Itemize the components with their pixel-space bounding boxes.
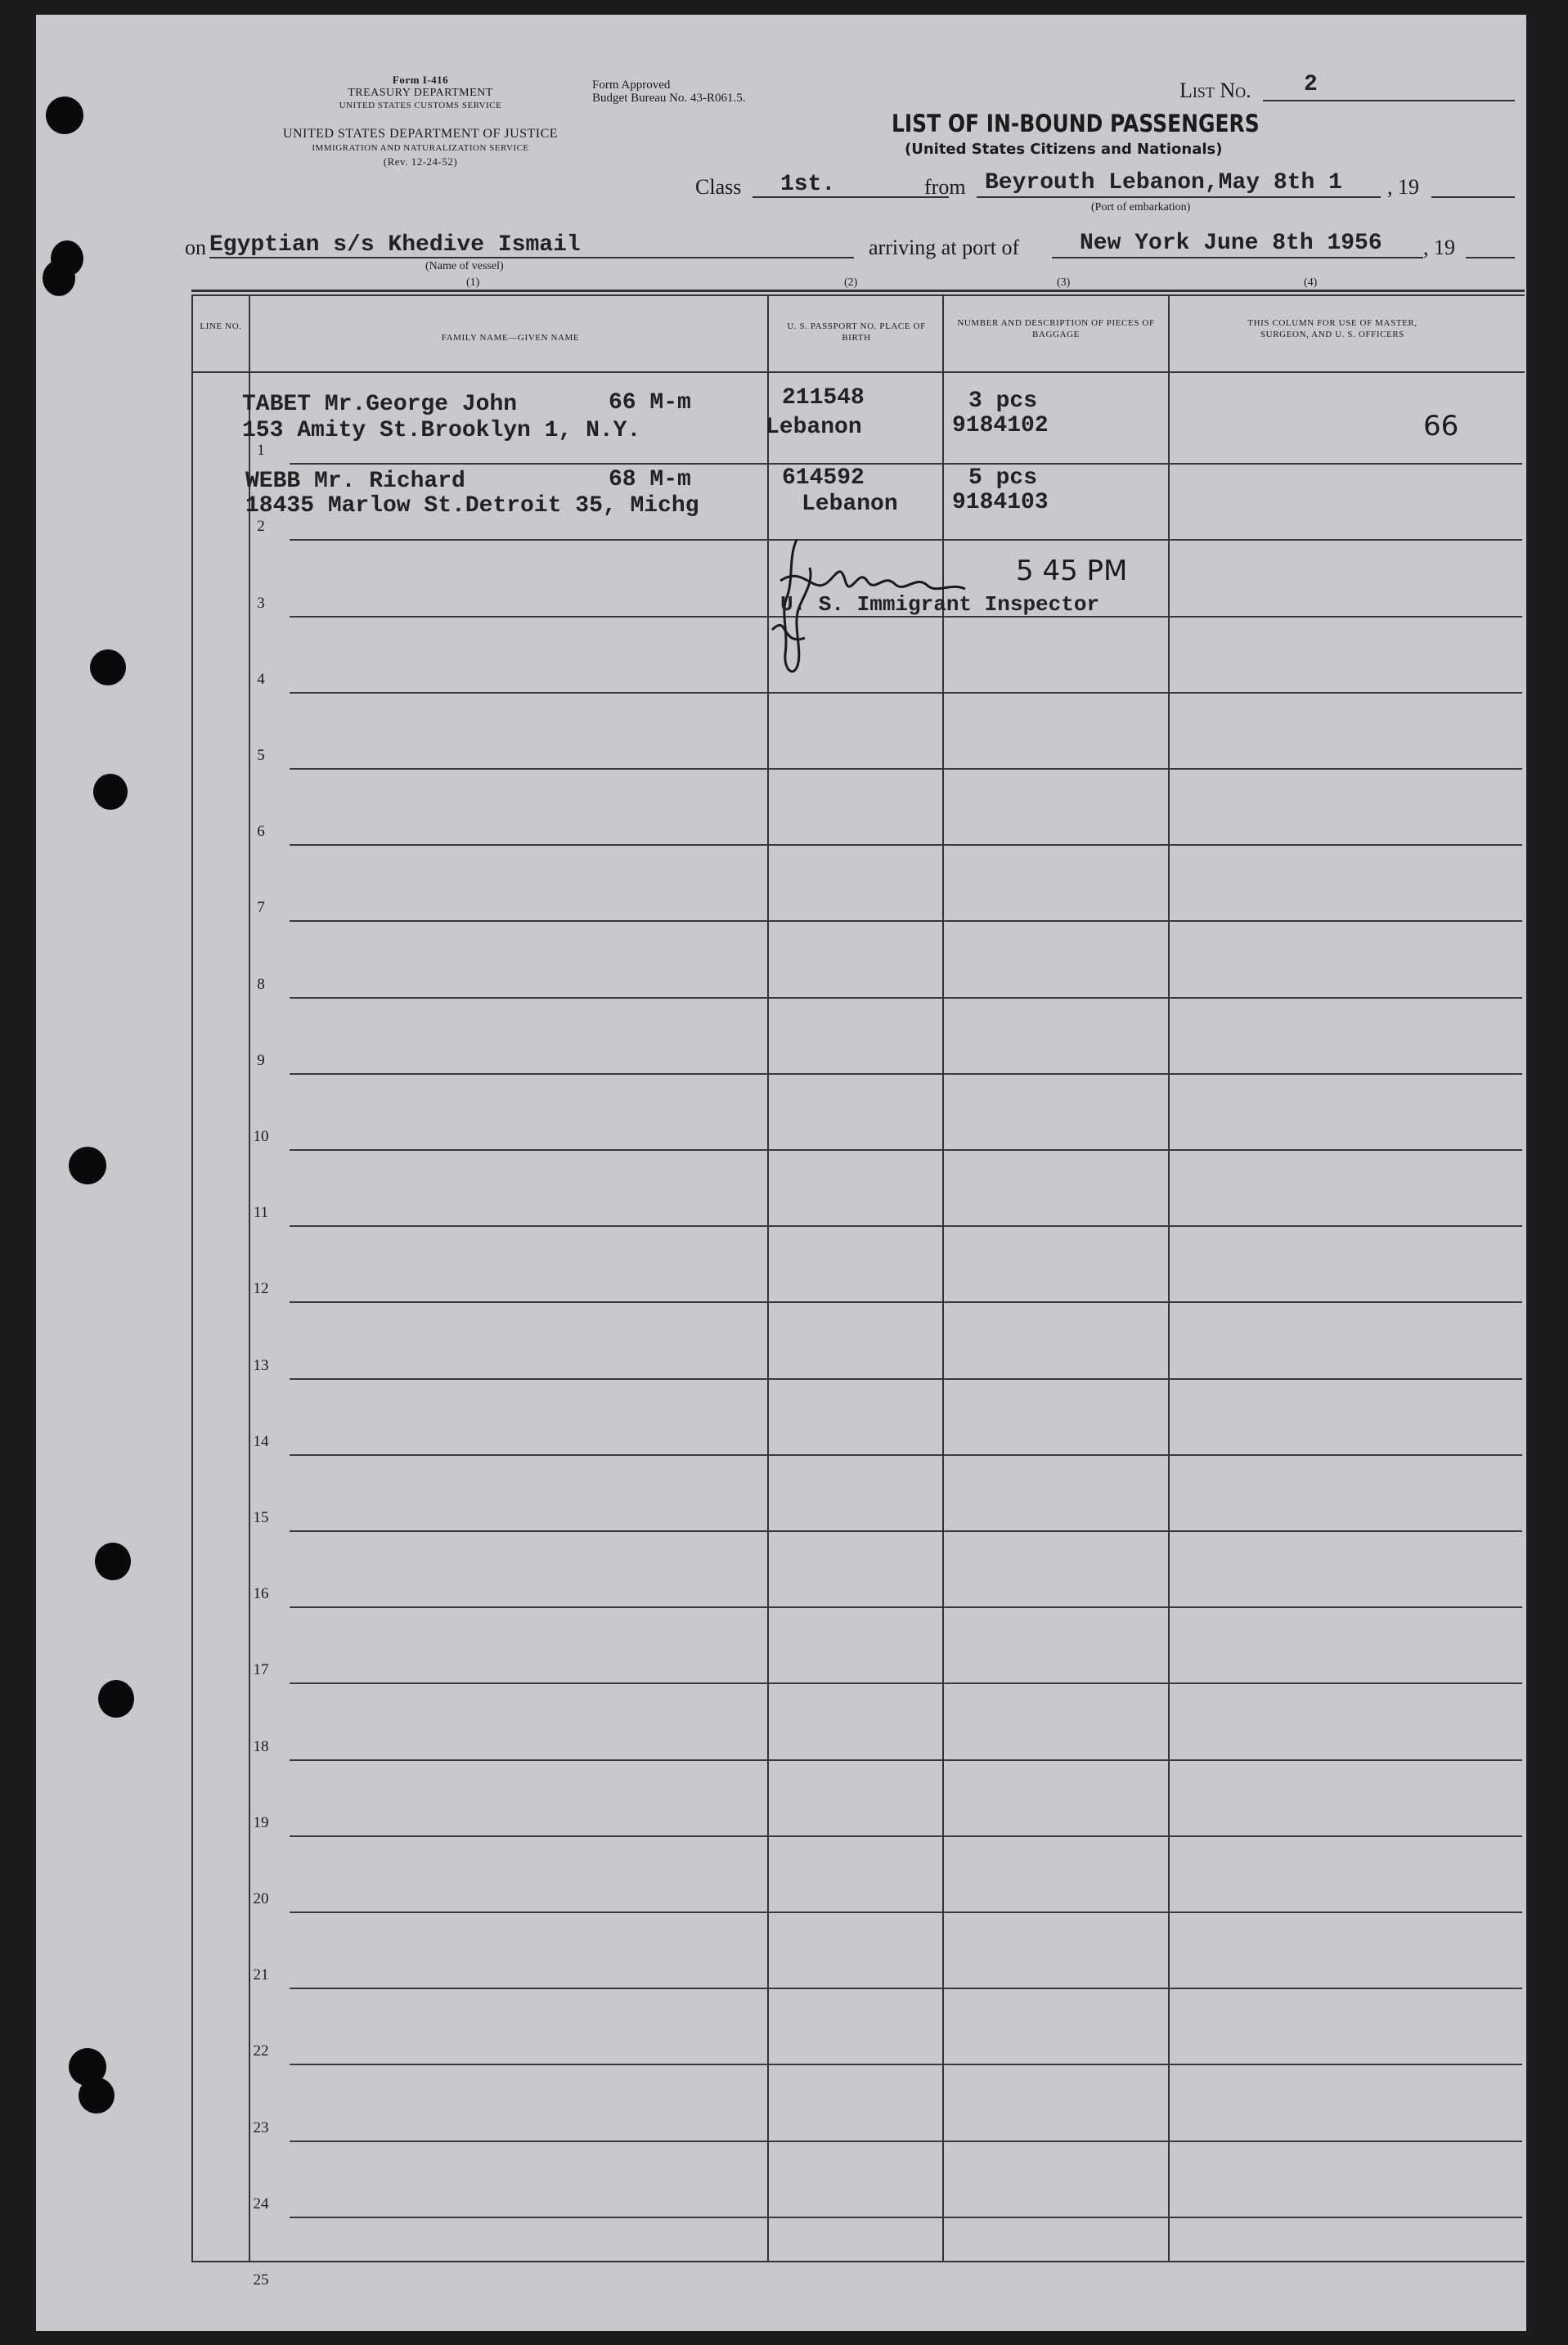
ruled-line [290,1606,1522,1608]
line-number: 3 [257,595,265,612]
line-number: 13 [253,1357,269,1374]
birthplace: Lebanon [802,492,898,517]
ruled-line [290,1530,1522,1532]
from-underline [977,196,1381,198]
ruled-line [290,997,1522,999]
header-passport: U. S. PASSPORT NO. PLACE OF BIRTH [787,321,926,343]
column-divider [191,294,193,2262]
baggage-pieces: 5 pcs [968,465,1038,491]
vessel-caption: (Name of vessel) [425,260,504,272]
line-number: 1 [257,442,265,459]
inspection-time: 5 45 PM [1016,555,1128,587]
punch-hole [46,97,83,134]
approved-label: Form Approved [592,79,671,92]
ruled-line [290,844,1522,846]
header-officers: THIS COLUMN FOR USE OF MASTER, SURGEON, AND U. S. OFFICERS [1247,318,1417,339]
line-number: 20 [253,1890,269,1907]
treasury-label: TREASURY DEPARTMENT [348,87,493,99]
line-number: 9 [257,1052,265,1069]
passenger-name: WEBB Mr. Richard [245,469,465,494]
ruled-line [290,1225,1522,1227]
passenger-age-sex: 66 M-m [609,390,691,416]
justice-label: UNITED STATES DEPARTMENT OF JUSTICE [282,127,559,141]
line-number: 19 [253,1814,269,1831]
ruled-line [290,2217,1522,2218]
arrival-underline [1052,257,1423,258]
line-number: 25 [253,2271,269,2289]
header-line-no: LINE NO. [200,321,242,331]
form-page [36,15,1526,2331]
punch-hole [93,774,128,810]
line-number: 21 [253,1966,269,1983]
line-number: 16 [253,1585,269,1602]
page-subtitle: (United States Citizens and Nationals) [905,141,1223,158]
ruled-line [290,2141,1522,2142]
line-number: 2 [257,518,265,535]
ruled-line [290,1301,1522,1303]
table-top-rule-2 [191,294,1525,296]
punch-hole [98,1680,134,1718]
customs-label: UNITED STATES CUSTOMS SERVICE [339,101,502,110]
arrival-year-label: , 19 [1423,236,1455,259]
ruled-line [290,1682,1522,1684]
baggage-number: 9184103 [952,490,1049,515]
from-value: Beyrouth Lebanon,May 8th 1 [985,170,1342,195]
ruled-line [290,1911,1522,1913]
revision-label: (Rev. 12-24-52) [383,155,458,168]
line-number: 17 [253,1661,269,1678]
passenger-address: 153 Amity St.Brooklyn 1, N.Y. [242,418,641,443]
ruled-line [290,768,1522,770]
column-marker: (1) [466,276,480,289]
list-no-value: 2 [1304,72,1318,97]
from-year-label: , 19 [1387,175,1419,199]
line-number: 11 [253,1204,269,1221]
vessel-value: Egyptian s/s Khedive Ismail [209,232,581,258]
baggage-pieces: 3 pcs [968,389,1038,414]
column-marker: (3) [1057,276,1071,289]
line-number: 6 [257,823,265,840]
class-value: 1st. [780,172,836,197]
ruled-line [290,1988,1522,1989]
arrival-value: New York June 8th 1956 [1080,231,1382,256]
ruled-line [290,1759,1522,1761]
column-marker: (4) [1304,276,1318,289]
header-bottom-rule [191,371,1525,373]
line-number: 15 [253,1509,269,1526]
header-baggage: NUMBER AND DESCRIPTION OF PIECES OF BAGGAGE [957,318,1155,339]
passenger-name: TABET Mr.George John [242,392,518,417]
line-number: 5 [257,747,265,764]
punch-hole [69,1147,106,1184]
arrival-year-underline [1466,257,1515,258]
ruled-line [290,463,1522,465]
officer-note: 66 [1423,410,1459,442]
line-number: 22 [253,2042,269,2060]
passenger-address: 18435 Marlow St.Detroit 35, Michg [245,493,699,519]
line-number: 7 [257,899,265,916]
punch-hole [90,649,126,685]
ruled-line [290,1835,1522,1837]
passport-number: 211548 [782,385,865,411]
ruled-line [290,1454,1522,1456]
form-number: Form I-416 [392,74,449,86]
list-no-label: List No. [1179,79,1251,102]
ruled-line [290,1073,1522,1075]
budget-label: Budget Bureau No. 43-R061.5. [592,92,746,105]
line-number: 10 [253,1128,269,1145]
class-label: Class [695,175,742,199]
from-label: from [924,175,966,199]
passenger-age-sex: 68 M-m [609,467,691,492]
line-number: 4 [257,671,265,688]
inspector-title: U. S. Immigrant Inspector [780,592,1100,617]
line-number: 18 [253,1738,269,1755]
ruled-line [290,1378,1522,1380]
column-marker: (2) [844,276,858,289]
list-no-underline [1263,100,1515,101]
on-label: on [185,236,206,259]
header-name: FAMILY NAME—GIVEN NAME [441,333,580,343]
port-embark-caption: (Port of embarkation) [1091,201,1191,213]
ruled-line [290,1149,1522,1151]
baggage-number: 9184102 [952,413,1049,438]
ruled-line [290,2064,1522,2065]
page-title: LIST OF IN-BOUND PASSENGERS [892,110,1260,137]
line-number: 12 [253,1280,269,1297]
immigration-label: IMMIGRATION AND NATURALIZATION SERVICE [312,143,529,153]
column-divider [1168,294,1170,2262]
punch-hole [43,260,75,296]
table-top-rule [191,290,1525,292]
line-number: 24 [253,2195,269,2212]
punch-hole [79,2078,115,2114]
ruled-line [290,920,1522,922]
line-number: 14 [253,1433,269,1450]
punch-hole [95,1543,131,1580]
birthplace: Lebanon [766,415,862,440]
table-bottom-rule [191,2261,1525,2262]
arriving-label: arriving at port of [869,236,1020,259]
line-number: 23 [253,2119,269,2136]
line-number: 8 [257,976,265,993]
from-year-underline [1431,196,1515,198]
passport-number: 614592 [782,465,865,491]
